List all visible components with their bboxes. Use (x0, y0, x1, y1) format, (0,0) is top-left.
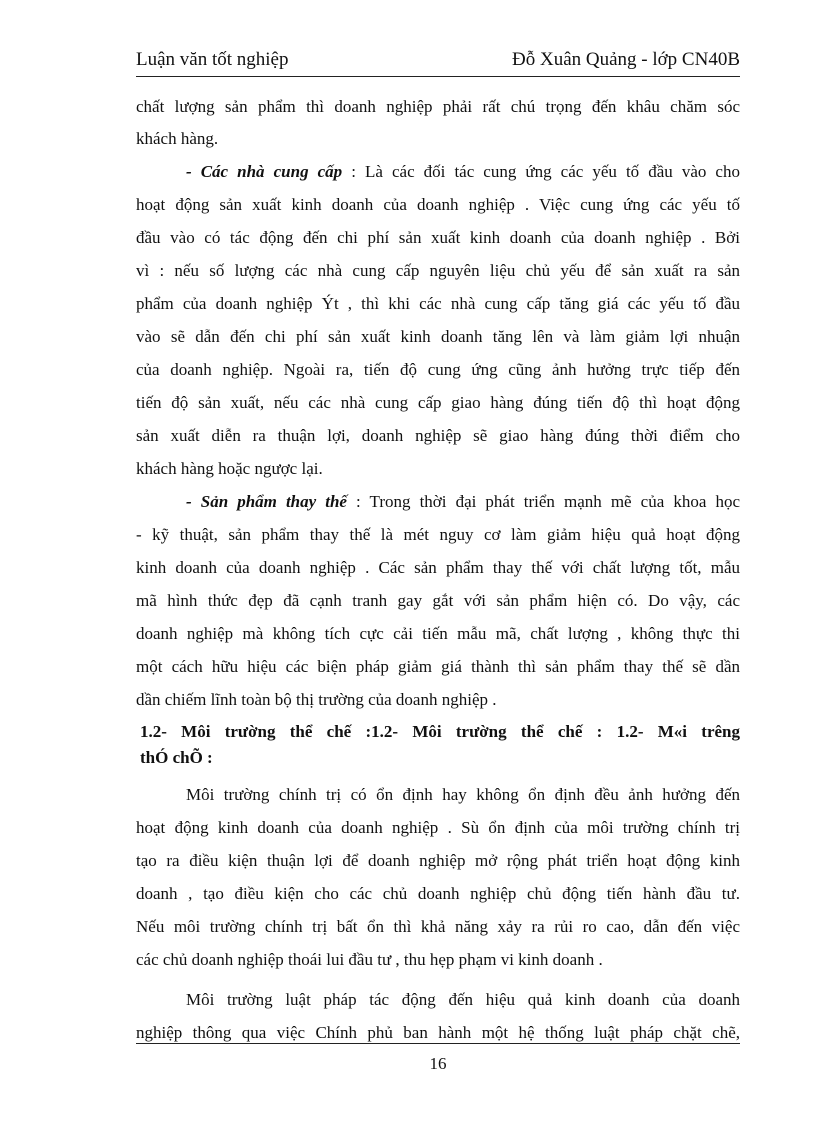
text-line: mã hình thức đẹp đã cạnh tranh gay gắt với sản phẩm hiện có. Do vậy, các (136, 591, 740, 610)
page-header (136, 48, 740, 77)
text-line: Môi trường luật pháp tác động đến hiệu quả kinh doanh của doanh (186, 990, 740, 1009)
text-line: dần chiếm lĩnh toàn bộ thị trường của doanh nghiệp . (136, 690, 497, 709)
text-line: doanh , tạo điều kiện cho các chủ doanh nghiệp chủ động tiến hành đầu tư. (136, 884, 740, 903)
term-suppliers: - Các nhà cung cấp (186, 162, 343, 181)
text-line: vì : nếu số lượng các nhà cung cấp nguyên liệu chủ yếu để sản xuất ra sản (136, 261, 740, 280)
text-line: các chủ doanh nghiệp thoái lui đầu tư , thu hẹp phạm vi kinh doanh . (136, 950, 603, 969)
text-line: hoạt động kinh doanh của doanh nghiệp . Sù ổn định của môi trường chính trị (136, 818, 740, 837)
text-line: nghiệp thông qua việc Chính phủ ban hành một hệ thống luật pháp chặt chẽ, (136, 1023, 740, 1042)
text-line: tạo ra điều kiện thuận lợi để doanh nghiệp mở rộng phát triển hoạt động kinh (136, 851, 740, 870)
text-line: khách hàng hoặc ngược lại. (136, 459, 323, 478)
text-line: tiến độ sản xuất, nếu các nhà cung cấp giao hàng đúng tiến độ thì hoạt động (136, 393, 740, 412)
header-thesis-title: Luận văn tốt nghiệp (136, 49, 289, 70)
text-line: vào sẽ dẫn đến chi phí sản xuất kinh doanh tăng lên và làm giảm lợi nhuận (136, 327, 740, 346)
text-line: chất lượng sản phẩm thì doanh nghiệp phải rất chú trọng đến khâu chăm sóc (136, 97, 740, 116)
page-number: 16 (429, 1054, 447, 1073)
term-substitute-products: - Sản phẩm thay thế (186, 492, 347, 511)
text-line: : Trong thời đại phát triển mạnh mẽ của khoa học (346, 492, 740, 511)
text-line: - kỹ thuật, sản phẩm thay thế là mét nguy cơ làm giảm hiệu quả hoạt động (136, 525, 740, 544)
paragraph-suppliers-start (136, 160, 740, 184)
text-line: khách hàng. (136, 129, 219, 148)
text-line: sản xuất diễn ra thuận lợi, doanh nghiệp sẽ giao hàng đúng thời điểm cho (136, 426, 740, 445)
section-heading-continued: thÓ chÕ : (140, 748, 213, 767)
text-line: đầu vào có tác động đến chi phí sản xuất kinh doanh của doanh nghiệp . Bởi (136, 228, 740, 247)
header-author: Đỗ Xuân Quảng - lớp CN40B (512, 49, 740, 70)
text-line: Môi trường chính trị có ổn định hay không ổn định đều ảnh hưởng đến (186, 785, 740, 804)
text-line: doanh nghiệp mà không tích cực cải tiến mẫu mã, chất lượng , không thực thi (136, 624, 740, 643)
text-line: kinh doanh của doanh nghiệp . Các sản phẩm thay thế với chất lượng tốt, mẫu (136, 558, 740, 577)
section-heading: 1.2- Môi trường thể chế :1.2- Môi trường thể chế : 1.2- M«i trêng (140, 722, 740, 741)
text-line: một cách hữu hiệu các biện pháp giảm giá thành thì sản phẩm thay thế sẽ dần (136, 657, 740, 676)
text-line: : Là các đối tác cung ứng các yếu tố đầu vào cho (342, 162, 740, 181)
footer-divider (136, 1043, 740, 1044)
text-line: hoạt động sản xuất kinh doanh của doanh nghiệp . Việc cung ứng các yếu tố (136, 195, 740, 214)
text-line: phẩm của doanh nghiệp Ýt , thì khi các nhà cung cấp tăng giá các yếu tố đầu (136, 294, 740, 313)
text-line: của doanh nghiệp. Ngoài ra, tiến độ cung ứng cũng ảnh hưởng trực tiếp đến (136, 360, 740, 379)
paragraph-substitutes-start (136, 490, 740, 514)
text-line: Nếu môi trường chính trị bất ổn thì khả năng xảy ra rủi ro cao, dẫn đến việc (136, 917, 740, 936)
